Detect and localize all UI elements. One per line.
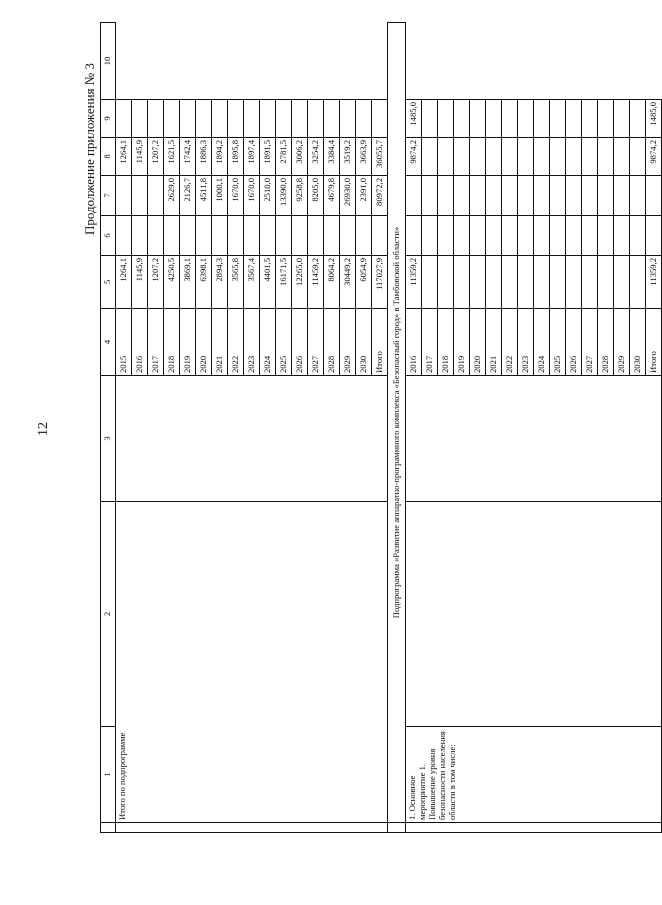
value-cell-c6: 2894,3 xyxy=(212,256,228,309)
value-cell-c9: 3384,4 xyxy=(324,138,340,176)
year-cell: 2028 xyxy=(324,309,340,376)
year-cell: 2016 xyxy=(406,309,422,376)
year-cell: 2030 xyxy=(630,309,646,376)
value-cell-c9: 9874,2 xyxy=(406,138,422,176)
year-cell: 2017 xyxy=(148,309,164,376)
year-cell: 2019 xyxy=(180,309,196,376)
value-cell-c8: 9258,8 xyxy=(292,176,308,216)
value-cell-c9: 1895,8 xyxy=(228,138,244,176)
value-cell-c7 xyxy=(196,216,212,256)
value-cell-c8: 26930,0 xyxy=(340,176,356,216)
value-cell-c7 xyxy=(372,216,388,256)
value-cell-c8 xyxy=(550,176,566,216)
value-cell-c9: 1894,2 xyxy=(212,138,228,176)
value-cell-c9: 3254,2 xyxy=(308,138,324,176)
year-cell: 2021 xyxy=(212,309,228,376)
value-cell-c10 xyxy=(356,100,372,138)
value-cell-c10 xyxy=(212,100,228,138)
value-cell-c7 xyxy=(454,216,470,256)
year-cell: 2027 xyxy=(582,309,598,376)
value-cell-c10 xyxy=(550,100,566,138)
value-cell-c9: 1145,9 xyxy=(132,138,148,176)
value-cell-c8 xyxy=(470,176,486,216)
column-number: 3 xyxy=(101,376,116,502)
value-cell-c6 xyxy=(630,256,646,309)
value-cell-c10 xyxy=(308,100,324,138)
value-cell-c6: 30449,2 xyxy=(340,256,356,309)
value-cell-c8: 13390,0 xyxy=(276,176,292,216)
year-cell: 2025 xyxy=(550,309,566,376)
value-cell-c6 xyxy=(454,256,470,309)
year-cell: 2020 xyxy=(470,309,486,376)
value-cell-c8: 2629,0 xyxy=(164,176,180,216)
year-cell: 2015 xyxy=(116,309,132,376)
value-cell-c8: 2126,7 xyxy=(180,176,196,216)
value-cell-c6: 8064,2 xyxy=(324,256,340,309)
value-cell-c9: 1207,2 xyxy=(148,138,164,176)
value-cell-c7 xyxy=(534,216,550,256)
value-cell-c9 xyxy=(470,138,486,176)
column-number: 7 xyxy=(101,176,116,216)
value-cell-c10: 1485,0 xyxy=(406,100,422,138)
value-cell-c9: 1897,4 xyxy=(244,138,260,176)
value-cell-c10 xyxy=(598,100,614,138)
value-cell-c10 xyxy=(422,100,438,138)
value-cell-c8: 1670,0 xyxy=(244,176,260,216)
value-cell-c7 xyxy=(502,216,518,256)
margin-cell xyxy=(101,823,116,833)
value-cell-c9: 1742,4 xyxy=(180,138,196,176)
value-cell-c6: 4250,5 xyxy=(164,256,180,309)
value-cell-c10 xyxy=(244,100,260,138)
value-cell-c8 xyxy=(422,176,438,216)
value-cell-c7 xyxy=(132,216,148,256)
value-cell-c10 xyxy=(454,100,470,138)
year-cell: 2027 xyxy=(308,309,324,376)
value-cell-c9: 1264,1 xyxy=(116,138,132,176)
value-cell-c8: 1000,1 xyxy=(212,176,228,216)
value-cell-c7 xyxy=(470,216,486,256)
rotated-table-sheet xyxy=(100,23,658,833)
value-cell-c7 xyxy=(550,216,566,256)
value-cell-c6 xyxy=(582,256,598,309)
value-cell-c10 xyxy=(614,100,630,138)
column-number: 5 xyxy=(101,256,116,309)
value-cell-c6 xyxy=(422,256,438,309)
budget-table xyxy=(100,22,662,833)
value-cell-c9 xyxy=(630,138,646,176)
value-cell-c7 xyxy=(212,216,228,256)
value-cell-c6: 4401,5 xyxy=(260,256,276,309)
value-cell-c10 xyxy=(276,100,292,138)
value-cell-c9: 1621,5 xyxy=(164,138,180,176)
value-cell-c10 xyxy=(324,100,340,138)
value-cell-c9: 9874,2 xyxy=(646,138,662,176)
value-cell-c6 xyxy=(438,256,454,309)
year-cell: 2023 xyxy=(244,309,260,376)
value-cell-c7 xyxy=(148,216,164,256)
year-cell: 2021 xyxy=(486,309,502,376)
value-cell-c10 xyxy=(148,100,164,138)
year-cell: 2018 xyxy=(164,309,180,376)
value-cell-c7 xyxy=(308,216,324,256)
value-cell-c9 xyxy=(614,138,630,176)
value-cell-c10 xyxy=(486,100,502,138)
value-cell-c8 xyxy=(148,176,164,216)
empty-cell xyxy=(116,376,388,502)
activity-label xyxy=(406,727,662,823)
value-cell-c9 xyxy=(598,138,614,176)
value-cell-c8 xyxy=(598,176,614,216)
value-cell-c7 xyxy=(646,216,662,256)
activity-label-line: 1. Основное мероприятие 1. xyxy=(407,763,427,820)
value-cell-c7 xyxy=(260,216,276,256)
value-cell-c10 xyxy=(470,100,486,138)
year-cell: 2022 xyxy=(502,309,518,376)
year-cell: 2024 xyxy=(260,309,276,376)
value-cell-c7 xyxy=(180,216,196,256)
value-cell-c9 xyxy=(566,138,582,176)
value-cell-c8 xyxy=(582,176,598,216)
value-cell-c9 xyxy=(534,138,550,176)
value-cell-c9: 1886,3 xyxy=(196,138,212,176)
table-body xyxy=(101,23,662,833)
value-cell-c6: 16171,5 xyxy=(276,256,292,309)
value-cell-c8 xyxy=(646,176,662,216)
value-cell-c8 xyxy=(630,176,646,216)
value-cell-c10 xyxy=(132,100,148,138)
value-cell-c6 xyxy=(598,256,614,309)
value-cell-c8: 1670,0 xyxy=(228,176,244,216)
value-cell-c7 xyxy=(598,216,614,256)
value-cell-c7 xyxy=(324,216,340,256)
value-cell-c9 xyxy=(518,138,534,176)
value-cell-c7 xyxy=(228,216,244,256)
value-cell-c7 xyxy=(422,216,438,256)
value-cell-c8: 80972,2 xyxy=(372,176,388,216)
value-cell-c9 xyxy=(550,138,566,176)
year-cell: 2022 xyxy=(228,309,244,376)
year-cell: 2026 xyxy=(566,309,582,376)
value-cell-c9: 3006,2 xyxy=(292,138,308,176)
value-cell-c9: 2781,5 xyxy=(276,138,292,176)
year-cell: 2017 xyxy=(422,309,438,376)
value-cell-c6: 3565,8 xyxy=(228,256,244,309)
year-cell: 2020 xyxy=(196,309,212,376)
year-cell: 2030 xyxy=(356,309,372,376)
value-cell-c7 xyxy=(582,216,598,256)
table-row xyxy=(406,23,422,833)
value-cell-c6: 11359,2 xyxy=(406,256,422,309)
value-cell-c10 xyxy=(340,100,356,138)
year-cell: 2016 xyxy=(132,309,148,376)
value-cell-c8 xyxy=(406,176,422,216)
value-cell-c6 xyxy=(614,256,630,309)
value-cell-c6: 117027,9 xyxy=(372,256,388,309)
value-cell-c8 xyxy=(518,176,534,216)
subprogram-title: Подпрограмма «Развитие аппаратно-программного комплекса «Безопасный город» в Тамбовской области» xyxy=(388,23,406,823)
value-cell-c6: 11359,2 xyxy=(646,256,662,309)
value-cell-c7 xyxy=(340,216,356,256)
value-cell-c8 xyxy=(132,176,148,216)
value-cell-c7 xyxy=(292,216,308,256)
margin-cell xyxy=(388,823,406,833)
activity-label-line: Повышение уровня xyxy=(426,748,437,820)
value-cell-c6: 1207,2 xyxy=(148,256,164,309)
value-cell-c8: 8205,0 xyxy=(308,176,324,216)
value-cell-c10 xyxy=(502,100,518,138)
value-cell-c7 xyxy=(276,216,292,256)
value-cell-c9 xyxy=(438,138,454,176)
value-cell-c10 xyxy=(228,100,244,138)
value-cell-c6 xyxy=(550,256,566,309)
year-cell: 2023 xyxy=(518,309,534,376)
value-cell-c7 xyxy=(244,216,260,256)
value-cell-c7 xyxy=(164,216,180,256)
empty-cell xyxy=(406,502,662,727)
value-cell-c6 xyxy=(470,256,486,309)
column-number: 6 xyxy=(101,216,116,256)
value-cell-c8 xyxy=(486,176,502,216)
year-cell: 2026 xyxy=(292,309,308,376)
value-cell-c8 xyxy=(534,176,550,216)
year-cell: 2029 xyxy=(340,309,356,376)
value-cell-c6: 3567,4 xyxy=(244,256,260,309)
year-cell: Итого xyxy=(646,309,662,376)
subprogram-total-label: Итого по подпрограмме xyxy=(116,502,388,823)
column-number: 9 xyxy=(101,100,116,138)
value-cell-c7 xyxy=(486,216,502,256)
year-cell: 2019 xyxy=(454,309,470,376)
value-cell-c8 xyxy=(438,176,454,216)
appendix-caption: Продолжение приложения № 3 xyxy=(82,63,97,235)
value-cell-c8: 2510,0 xyxy=(260,176,276,216)
value-cell-c7 xyxy=(614,216,630,256)
margin-cell xyxy=(406,823,662,833)
year-cell: 2029 xyxy=(614,309,630,376)
column-number: 2 xyxy=(101,502,116,727)
value-cell-c9 xyxy=(422,138,438,176)
column-number: 4 xyxy=(101,309,116,376)
value-cell-c8 xyxy=(116,176,132,216)
value-cell-c6: 12265,0 xyxy=(292,256,308,309)
year-cell: 2028 xyxy=(598,309,614,376)
value-cell-c10 xyxy=(518,100,534,138)
activity-label-line: безопасности населения xyxy=(436,731,447,820)
value-cell-c9: 3663,9 xyxy=(356,138,372,176)
value-cell-c7 xyxy=(406,216,422,256)
value-cell-c9 xyxy=(582,138,598,176)
activity-label-line: области в том числе: xyxy=(446,744,457,820)
column-number: 10 xyxy=(101,23,116,100)
value-cell-c9: 3519,2 xyxy=(340,138,356,176)
subprogram-title-row xyxy=(388,23,406,833)
value-cell-c8 xyxy=(454,176,470,216)
value-cell-c10 xyxy=(582,100,598,138)
value-cell-c6: 11459,2 xyxy=(308,256,324,309)
value-cell-c8: 2391,0 xyxy=(356,176,372,216)
value-cell-c8 xyxy=(566,176,582,216)
value-cell-c7 xyxy=(518,216,534,256)
value-cell-c9 xyxy=(454,138,470,176)
year-cell: 2024 xyxy=(534,309,550,376)
page-number: 12 xyxy=(36,422,51,436)
value-cell-c10 xyxy=(260,100,276,138)
column-number: 8 xyxy=(101,138,116,176)
column-number: 1 xyxy=(101,727,116,823)
value-cell-c10 xyxy=(630,100,646,138)
value-cell-c9 xyxy=(502,138,518,176)
value-cell-c7 xyxy=(356,216,372,256)
value-cell-c9 xyxy=(486,138,502,176)
value-cell-c6: 1145,9 xyxy=(132,256,148,309)
value-cell-c8 xyxy=(614,176,630,216)
value-cell-c10 xyxy=(116,100,132,138)
value-cell-c9: 1891,5 xyxy=(260,138,276,176)
value-cell-c10 xyxy=(438,100,454,138)
value-cell-c10 xyxy=(372,100,388,138)
value-cell-c6: 3869,1 xyxy=(180,256,196,309)
column-numbers-row xyxy=(101,23,116,833)
value-cell-c7 xyxy=(116,216,132,256)
value-cell-c8 xyxy=(502,176,518,216)
value-cell-c10 xyxy=(566,100,582,138)
value-cell-c8: 4679,8 xyxy=(324,176,340,216)
year-cell: 2018 xyxy=(438,309,454,376)
value-cell-c6 xyxy=(534,256,550,309)
value-cell-c8: 4511,8 xyxy=(196,176,212,216)
value-cell-c6 xyxy=(518,256,534,309)
empty-cell xyxy=(406,376,662,502)
value-cell-c6: 6398,1 xyxy=(196,256,212,309)
year-cell: Итого xyxy=(372,309,388,376)
value-cell-c9: 36055,7 xyxy=(372,138,388,176)
value-cell-c10 xyxy=(292,100,308,138)
value-cell-c7 xyxy=(438,216,454,256)
margin-cell xyxy=(116,823,388,833)
value-cell-c7 xyxy=(630,216,646,256)
value-cell-c10 xyxy=(534,100,550,138)
value-cell-c10 xyxy=(196,100,212,138)
year-cell: 2025 xyxy=(276,309,292,376)
table-row xyxy=(116,23,132,833)
value-cell-c10: 1485,0 xyxy=(646,100,662,138)
value-cell-c6 xyxy=(502,256,518,309)
value-cell-c6: 6054,9 xyxy=(356,256,372,309)
value-cell-c6 xyxy=(486,256,502,309)
value-cell-c6 xyxy=(566,256,582,309)
value-cell-c10 xyxy=(164,100,180,138)
value-cell-c6: 1264,1 xyxy=(116,256,132,309)
value-cell-c10 xyxy=(180,100,196,138)
value-cell-c7 xyxy=(566,216,582,256)
